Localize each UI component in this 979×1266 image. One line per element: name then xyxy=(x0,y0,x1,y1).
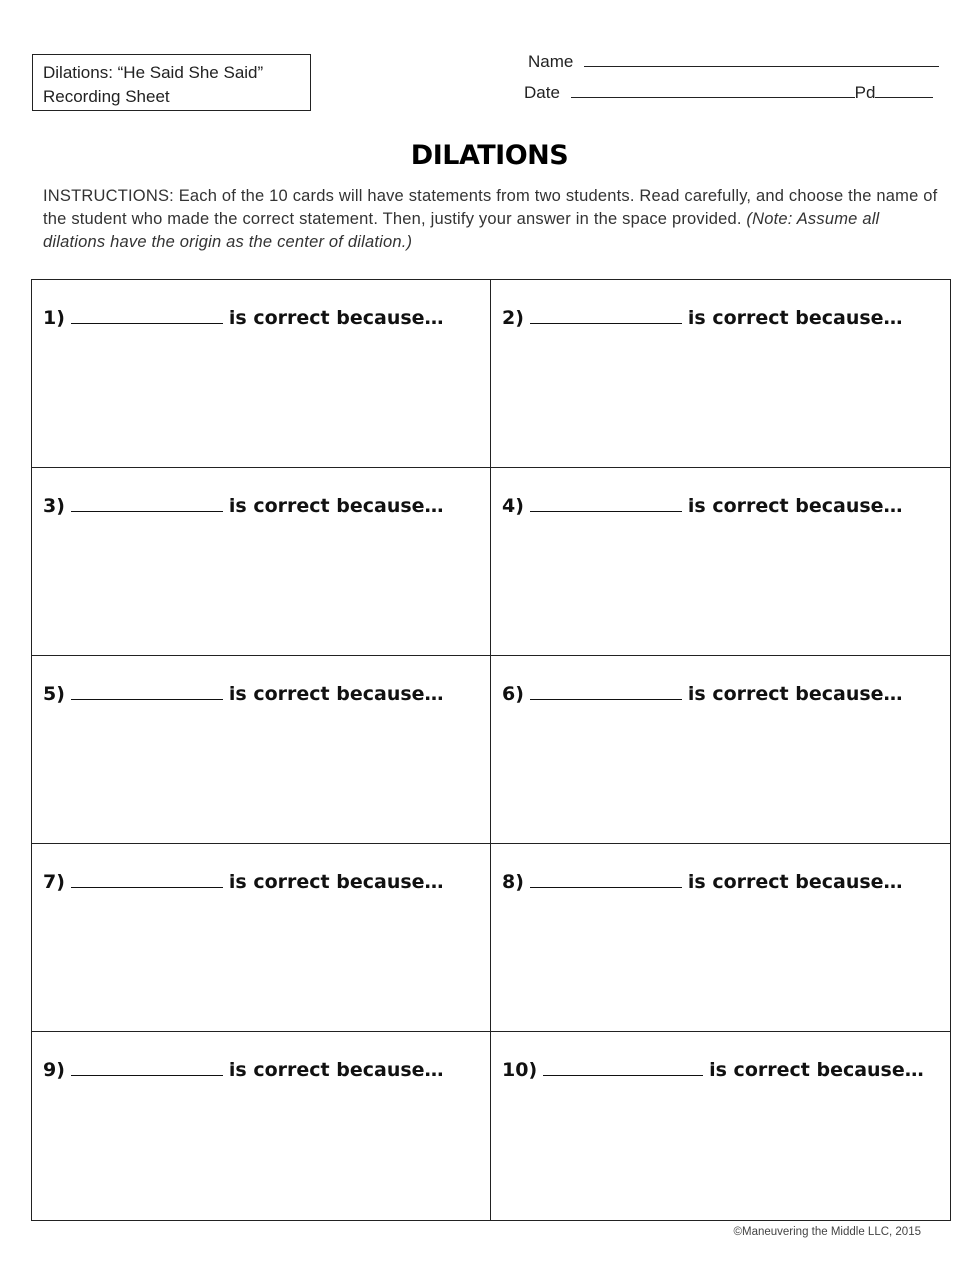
instructions-text: INSTRUCTIONS: Each of the 10 cards will have statements from two students. Read carefully, and choose the name of the student who made the correct statement. Then, justify your answer in the space provided. xyxy=(43,187,938,228)
answer-cell[interactable] xyxy=(491,1032,950,1220)
date-row xyxy=(524,83,933,103)
prompt-text: is correct because… xyxy=(687,871,903,893)
item-number: 2) xyxy=(502,307,524,329)
worksheet-subtitle: Recording Sheet xyxy=(43,87,170,106)
answer-cell[interactable] xyxy=(491,468,950,656)
answer-cell[interactable] xyxy=(32,844,491,1032)
prompt-text: is correct because… xyxy=(687,307,903,329)
answer-grid xyxy=(31,279,951,1221)
name-label: Name xyxy=(528,52,574,71)
worksheet-title-box xyxy=(32,54,311,111)
period-label: Pd xyxy=(854,83,876,102)
answer-cell[interactable] xyxy=(491,844,950,1032)
prompt-text: is correct because… xyxy=(709,1059,924,1081)
student-name-blank[interactable] xyxy=(530,687,682,700)
worksheet-title: Dilations: “He Said She Said” xyxy=(43,63,264,82)
item-number: 1) xyxy=(43,307,65,329)
item-number: 6) xyxy=(502,683,524,705)
item-number: 7) xyxy=(43,871,65,893)
period-field[interactable] xyxy=(875,83,933,98)
name-row xyxy=(528,52,939,72)
student-name-blank[interactable] xyxy=(530,311,682,324)
name-field[interactable] xyxy=(584,52,939,67)
prompt-text: is correct because… xyxy=(228,495,444,517)
item-number: 3) xyxy=(43,495,65,517)
answer-cell[interactable] xyxy=(32,656,491,844)
date-field[interactable] xyxy=(571,83,855,98)
prompt-text: is correct because… xyxy=(687,683,903,705)
answer-cell[interactable] xyxy=(491,280,950,468)
prompt-text: is correct because… xyxy=(228,871,444,893)
answer-cell[interactable] xyxy=(491,656,950,844)
copyright-footer: ©Maneuvering the Middle LLC, 2015 xyxy=(733,1226,921,1238)
instructions-note: (Note: Assume all dilations have the origin as the center of dilation.) xyxy=(43,210,880,251)
student-name-blank[interactable] xyxy=(71,875,223,888)
student-name-blank[interactable] xyxy=(543,1063,703,1076)
student-name-blank[interactable] xyxy=(71,499,223,512)
instructions xyxy=(43,185,943,254)
page-title: DILATIONS xyxy=(410,140,569,171)
answer-cell[interactable] xyxy=(32,468,491,656)
prompt-text: is correct because… xyxy=(228,1059,444,1081)
answer-cell[interactable] xyxy=(32,1032,491,1220)
item-number: 9) xyxy=(43,1059,65,1081)
item-number: 4) xyxy=(502,495,524,517)
item-number: 5) xyxy=(43,683,65,705)
prompt-text: is correct because… xyxy=(228,683,444,705)
student-name-blank[interactable] xyxy=(530,499,682,512)
answer-cell[interactable] xyxy=(32,280,491,468)
prompt-text: is correct because… xyxy=(228,307,444,329)
student-name-blank[interactable] xyxy=(71,687,223,700)
item-number: 8) xyxy=(502,871,524,893)
date-label: Date xyxy=(524,83,560,102)
prompt-text: is correct because… xyxy=(687,495,903,517)
student-name-blank[interactable] xyxy=(71,1063,223,1076)
item-number: 10) xyxy=(502,1059,538,1081)
student-name-blank[interactable] xyxy=(530,875,682,888)
student-name-blank[interactable] xyxy=(71,311,223,324)
